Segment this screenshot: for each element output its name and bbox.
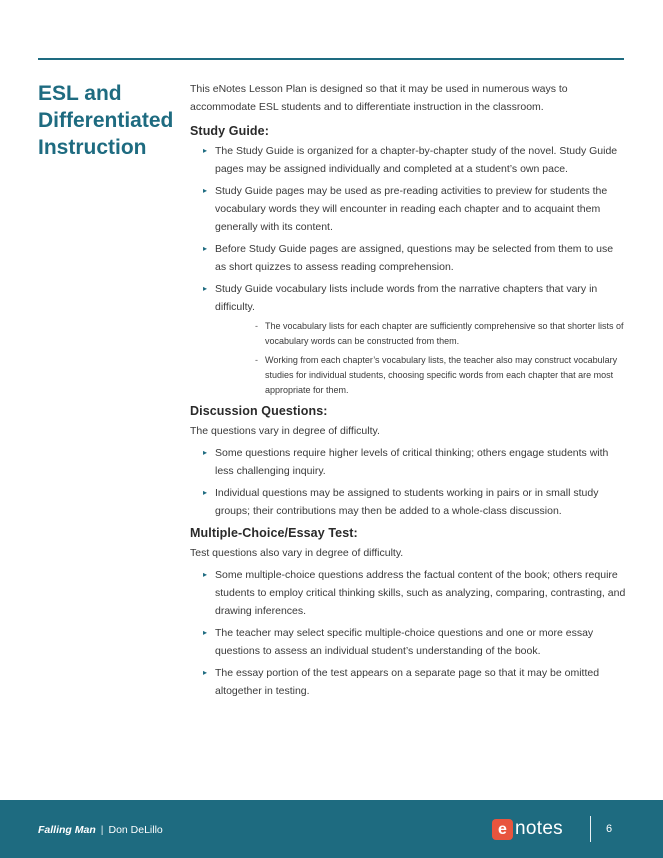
side-title (38, 80, 188, 161)
side-title-line: Instruction (38, 136, 147, 159)
triangle-bullet-icon: ▸ (203, 186, 208, 195)
page-footer (0, 800, 663, 858)
list-item (190, 240, 626, 276)
list-item-text: Individual questions may be assigned to students working in pairs or in small study groups; their contributions may then be added to a whole-class discussion. (215, 487, 599, 517)
list-item-text: Study Guide vocabulary lists include words from the narrative chapters that vary in difficulty. (215, 283, 598, 313)
logo-wordmark: notes (515, 818, 563, 839)
intro-paragraph: This eNotes Lesson Plan is designed so that it may be used in numerous ways to accommodate ESL students and to differentiate instruction in the classroom. (190, 83, 568, 113)
list-item (190, 444, 626, 480)
sub-list-item (215, 353, 626, 398)
list-item-text: The essay portion of the test appears on a separate page so that it may be omitted altogether in testing. (215, 667, 600, 697)
triangle-bullet-icon: ▸ (203, 284, 208, 293)
list-item-text: Before Study Guide pages are assigned, questions may be selected from them to use as short quizzes to assess reading comprehension. (215, 243, 614, 273)
list-item (190, 484, 626, 520)
side-title-line: Differentiated (38, 109, 174, 132)
section-heading-study-guide: Study Guide: (190, 124, 269, 138)
page-number: 6 (606, 823, 613, 835)
list-item-text: Study Guide pages may be used as pre-reading activities to preview for students the vocabulary words they will encounter in reading each chapter and to acquaint them generally with its content. (215, 185, 608, 233)
list-item-text: The Study Guide is organized for a chapter-by-chapter study of the novel. Study Guide pages may be assigned individually and completed at a student’s own pace. (215, 145, 618, 175)
footer-author: Don DeLillo (108, 824, 163, 836)
discussion-list (190, 444, 626, 520)
list-item (190, 624, 626, 660)
list-item (190, 142, 626, 178)
list-item (190, 664, 626, 700)
enotes-logo (492, 817, 563, 841)
top-rule (38, 58, 624, 60)
triangle-bullet-icon: ▸ (203, 244, 208, 253)
triangle-bullet-icon: ▸ (203, 448, 208, 457)
list-item-text: Some multiple-choice questions address the factual content of the book; others require students to employ critical thinking skills, such as analyzing, comparing, contrasting, and drawing inferences. (215, 569, 626, 617)
triangle-bullet-icon: ▸ (203, 668, 208, 677)
main-content (190, 80, 626, 704)
triangle-bullet-icon: ▸ (203, 488, 208, 497)
triangle-bullet-icon: ▸ (203, 146, 208, 155)
list-item (190, 182, 626, 236)
triangle-bullet-icon: ▸ (203, 570, 208, 579)
section-heading-discussion: Discussion Questions: (190, 404, 328, 418)
sub-list-item-text: The vocabulary lists for each chapter are sufficiently comprehensive so that shorter lists of vocabulary words can be constructed from them. (265, 321, 624, 346)
dash-icon: - (255, 321, 258, 331)
test-lead: Test questions also vary in degree of difficulty. (190, 547, 404, 559)
footer-book-title: Falling Man (38, 824, 96, 836)
section-heading-test: Multiple-Choice/Essay Test: (190, 526, 358, 540)
logo-e-badge: e (492, 819, 513, 840)
list-item-text: The teacher may select specific multiple-choice questions and one or more essay questions to assess an individual student’s understanding of the book. (215, 627, 594, 657)
list-item (190, 566, 626, 620)
vocabulary-sub-list (215, 319, 626, 398)
side-title-line: ESL and (38, 82, 122, 105)
footer-citation (38, 823, 163, 837)
footer-separator: | (100, 824, 104, 836)
study-guide-list (190, 142, 626, 398)
sub-list-item-text: Working from each chapter’s vocabulary lists, the teacher also may construct vocabulary studies for individual students, choosing specific words from each chapter that are most appropriate for them. (265, 355, 618, 395)
list-item-text: Some questions require higher levels of critical thinking; others engage students with less challenging inquiry. (215, 447, 609, 477)
list-item (190, 280, 626, 398)
test-list (190, 566, 626, 700)
triangle-bullet-icon: ▸ (203, 628, 208, 637)
dash-icon: - (255, 355, 258, 365)
sub-list-item (215, 319, 626, 349)
footer-divider (590, 816, 591, 842)
discussion-lead: The questions vary in degree of difficulty. (190, 425, 380, 437)
